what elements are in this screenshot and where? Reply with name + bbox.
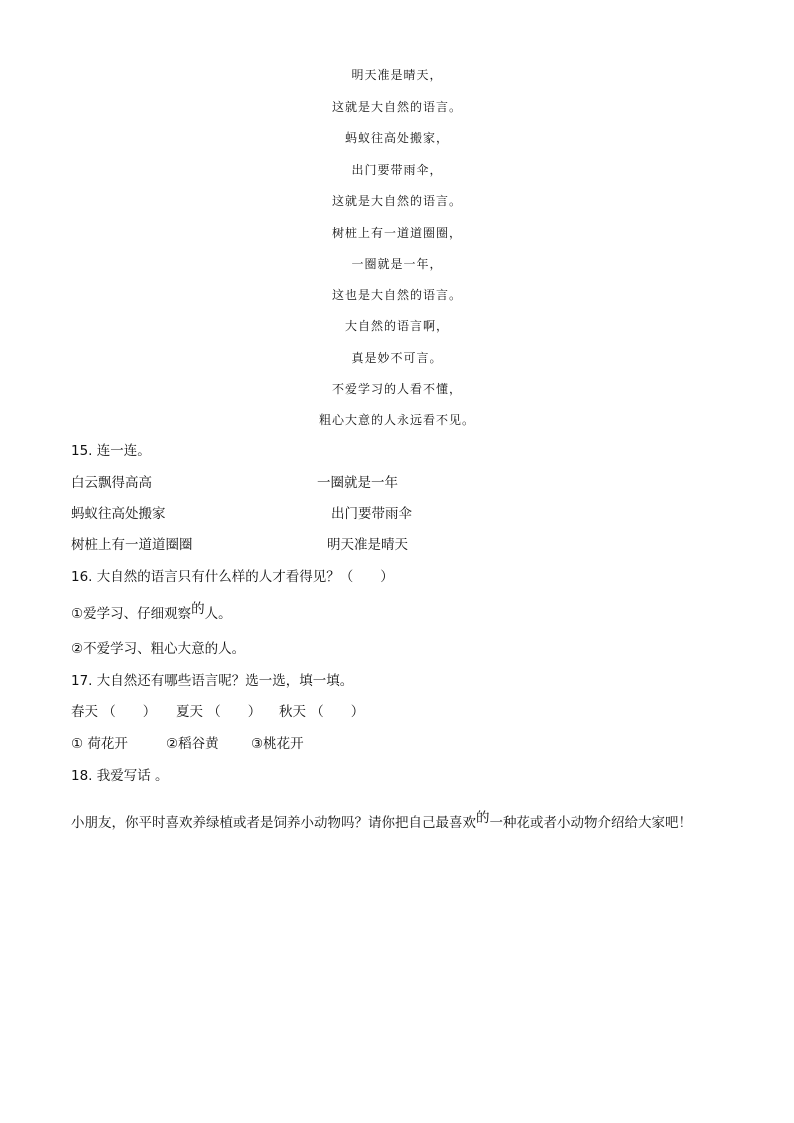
- season-autumn: 秋天 （ ）: [279, 704, 365, 720]
- question-15-title: 15. 连一连。: [71, 443, 151, 459]
- choice-option: ③桃花开: [251, 736, 304, 752]
- option-1-text: ①爱学习、仔细观察: [71, 606, 192, 622]
- question-16-title: 16. 大自然的语言只有什么样的人才看得见？（ ）: [71, 569, 394, 585]
- match-left-item: 白云飘得高高: [71, 475, 152, 491]
- season-spring: 春天 （ ）: [71, 704, 157, 720]
- poem-line: 蚂蚁往高处搬家，: [344, 131, 449, 145]
- poem-line: 真是妙不可言。: [351, 351, 443, 365]
- question-16-option-1: [71, 601, 232, 623]
- season-summer: 夏天 （ ）: [176, 704, 262, 720]
- poem-line: 明天准是晴天，: [351, 68, 443, 82]
- poem-line: 不爱学习的人看不懂，: [331, 382, 462, 396]
- option-1-raised-char: 的: [191, 601, 205, 617]
- poem-line: 这也是大自然的语言。: [331, 288, 462, 302]
- question-18-title: 18. 我爱写话 。: [71, 768, 169, 784]
- choice-option: ① 荷花开: [71, 736, 128, 752]
- poem-line: 树桩上有一道道圈圈，: [331, 226, 462, 240]
- prompt-text-end: 一种花或者小动物介绍给大家吧！: [489, 815, 692, 831]
- match-right-item: 一圈就是一年: [317, 475, 398, 491]
- poem-line: 一圈就是一年，: [351, 257, 443, 271]
- option-1-end: 人。: [204, 606, 232, 622]
- choice-option: ②稻谷黄: [166, 736, 219, 752]
- question-16-option-2: ②不爱学习、粗心大意的人。: [71, 641, 246, 657]
- question-18-prompt: [71, 810, 692, 832]
- poem-line: 这就是大自然的语言。: [331, 194, 462, 208]
- poem-line: 这就是大自然的语言。: [331, 100, 462, 114]
- match-left-item: 蚂蚁往高处搬家: [71, 506, 166, 522]
- match-left-item: 树桩上有一道道圈圈: [71, 537, 193, 553]
- poem-line: 粗心大意的人永远看不见。: [318, 413, 475, 427]
- match-right-item: 明天准是晴天: [327, 537, 408, 553]
- prompt-raised-char: 的: [476, 810, 490, 826]
- poem-line: 出门要带雨伞，: [351, 163, 443, 177]
- poem-line: 大自然的语言啊，: [344, 319, 449, 333]
- match-right-item: 出门要带雨伞: [331, 506, 412, 522]
- prompt-text-start: 小朋友，你平时喜欢养绿植或者是饲养小动物吗？请你把自己最喜欢: [71, 815, 476, 831]
- question-17-title: 17. 大自然还有哪些语言呢？选一选，填一填。: [71, 673, 354, 689]
